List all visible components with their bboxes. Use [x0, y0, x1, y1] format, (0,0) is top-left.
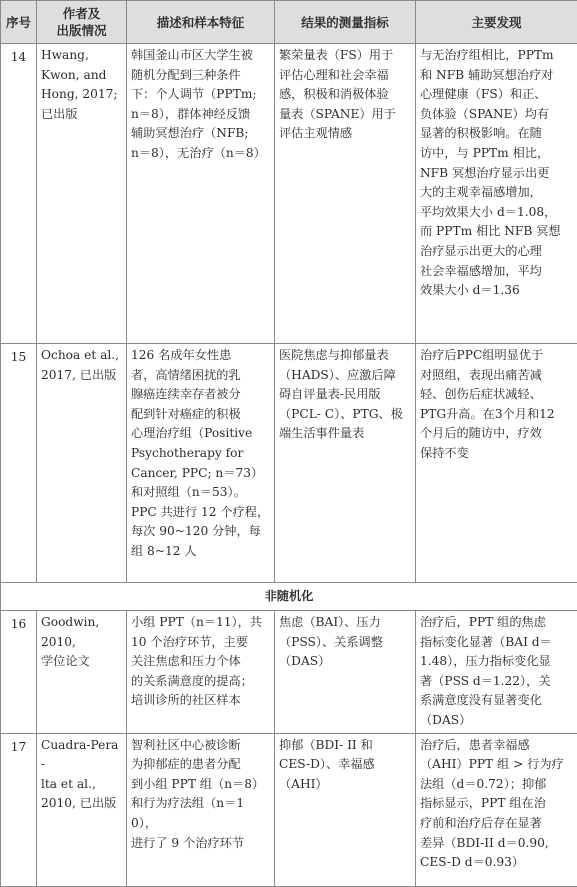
cell-line: lta et al., [41, 775, 122, 795]
cell-line: 学位论文 [41, 652, 122, 672]
header-measures: 结果的测量指标 [275, 1, 416, 44]
cell-line: 量表（SPANE）用于 [279, 105, 411, 125]
findings-cell [416, 611, 577, 734]
cell-line: 小组 PPT（n＝11），共 [131, 613, 270, 633]
section-label: 非随机化 [1, 583, 577, 611]
row-number [1, 44, 37, 344]
cell-line: 治疗显示出更大的心理 [420, 242, 573, 262]
cell-line: 轻、创伤后症状减轻、 [420, 385, 573, 405]
cell-line: 平均效果大小 d＝1.08， [420, 203, 573, 223]
findings-cell [416, 44, 577, 344]
cell-line: Cuadra-Pera- [41, 736, 122, 775]
measures-cell [275, 44, 416, 344]
cell-line: 和对照组（n＝53）。 [131, 483, 270, 503]
cell-line: 10 个治疗环节，主要 [131, 633, 270, 653]
cell-line: 关注焦虑和压力个体 [131, 652, 270, 672]
row-number [1, 611, 37, 734]
measures-cell [275, 344, 416, 583]
cell-line: n＝8），无治疗（n＝8） [131, 144, 270, 164]
author-cell [37, 344, 127, 583]
cell-line: 访中，与 PPTm 相比， [420, 144, 573, 164]
cell-line: 韩国釜山市区大学生被 [131, 46, 270, 66]
header-findings: 主要发现 [416, 1, 577, 44]
cell-line: 配到针对癌症的积极 [131, 405, 270, 425]
cell-line: 负体验（SPANE）均有 [420, 105, 573, 125]
header-author-line1: 作者及 [39, 5, 124, 22]
table-row [1, 344, 577, 583]
row-number-text: 14 [11, 50, 27, 64]
cell-line: 系满意度没有显著变化 [420, 691, 573, 711]
header-row [1, 1, 577, 44]
cell-line: 为抑郁症的患者分配 [131, 755, 270, 775]
cell-line: Kwon, and [41, 66, 122, 86]
cell-line: 指标显示，PPT 组在治 [420, 794, 573, 814]
cell-line: Hong, 2017; [41, 85, 122, 105]
cell-line: 2017, 已出版 [41, 366, 122, 386]
cell-line: 治疗后PPC组明显优于 [420, 346, 573, 366]
cell-line: （AHI） [279, 775, 411, 795]
cell-line: 大的主观幸福感增加， [420, 183, 573, 203]
cell-line: PTG升高。在3个月和12 [420, 405, 573, 425]
cell-line: 而 PPTm 相比 NFB 冥想 [420, 222, 573, 242]
cell-line: Cancer, PPC; n＝73） [131, 464, 270, 484]
cell-line: 已出版 [41, 105, 122, 125]
cell-line: 进行了 9 个治疗环节 [131, 834, 270, 854]
cell-line: 和行为疗法组（n＝10）， [131, 794, 270, 833]
row-number-text: 15 [11, 350, 27, 364]
cell-line: 辅助冥想治疗（NFB; [131, 124, 270, 144]
cell-line: 社会幸福感增加，平均 [420, 262, 573, 282]
cell-line: NFB 冥想治疗显示出更 [420, 164, 573, 184]
cell-line: 评估主观情感 [279, 124, 411, 144]
section-row [1, 583, 577, 611]
cell-line: 感，积极和消极体验 [279, 85, 411, 105]
cell-line: 的关系满意度的提高； [131, 672, 270, 692]
cell-line: 2010, [41, 633, 122, 653]
cell-line: 个月后的随访中，疗效 [420, 424, 573, 444]
table-row [1, 44, 577, 344]
cell-line: 者，高情绪困扰的乳 [131, 366, 270, 386]
cell-line: （HADS）、应激后障 [279, 366, 411, 386]
cell-line: CES-D）、幸福感 [279, 755, 411, 775]
cell-line: 医院焦虑与抑郁量表 [279, 346, 411, 366]
cell-line: 端生活事件量表 [279, 424, 411, 444]
cell-line: 与无治疗组相比，PPTm [420, 46, 573, 66]
header-description: 描述和样本特征 [127, 1, 275, 44]
cell-line: CES-D d＝0.93） [420, 853, 573, 873]
findings-cell [416, 344, 577, 583]
cell-line: 抑郁（BDI- II 和 [279, 736, 411, 756]
cell-line: 保持不变 [420, 444, 573, 464]
cell-line: Hwang, [41, 46, 122, 66]
cell-line: 培训诊所的社区样本 [131, 691, 270, 711]
cell-line: 治疗后，PPT 组的焦虑 [420, 613, 573, 633]
cell-line: 每次 90~120 分钟，每 [131, 522, 270, 542]
cell-line: 指标变化显著（BAI d＝ [420, 633, 573, 653]
row-number [1, 344, 37, 583]
author-cell [37, 733, 127, 886]
measures-cell [275, 733, 416, 886]
cell-line: 126 名成年女性患 [131, 346, 270, 366]
description-cell [127, 611, 275, 734]
cell-line: PPC 共进行 12 个疗程， [131, 503, 270, 523]
cell-line: 疗前和治疗后存在显著 [420, 814, 573, 834]
cell-line: 组 8~12 人 [131, 542, 270, 562]
cell-line: 效果大小 d＝1.36 [420, 281, 573, 301]
measures-cell [275, 611, 416, 734]
cell-line: （PCL- C）、PTG、极 [279, 405, 411, 425]
row-number-text: 16 [11, 617, 27, 631]
cell-line: Psychotherapy for [131, 444, 270, 464]
description-cell [127, 344, 275, 583]
cell-line: 腺癌连续幸存者被分 [131, 385, 270, 405]
header-author [37, 1, 127, 44]
cell-line: 和 NFB 辅助冥想治疗对 [420, 66, 573, 86]
table-row [1, 611, 577, 734]
cell-line: 法组（d＝0.72）；抑郁 [420, 775, 573, 795]
description-cell [127, 733, 275, 886]
cell-line: 差异（BDI-II d＝0.90, [420, 834, 573, 854]
header-no: 序号 [1, 1, 37, 44]
cell-line: （PSS）、关系调整 [279, 633, 411, 653]
cell-line: 治疗后，患者幸福感 [420, 736, 573, 756]
findings-cell [416, 733, 577, 886]
cell-line: 评估心理和社会幸福 [279, 66, 411, 86]
cell-line: 随机分配到三种条件 [131, 66, 270, 86]
author-cell [37, 611, 127, 734]
cell-line: Goodwin, [41, 613, 122, 633]
author-cell [37, 44, 127, 344]
cell-line: Ochoa et al., [41, 346, 122, 366]
description-cell [127, 44, 275, 344]
row-number [1, 733, 37, 886]
cell-line: 1.48），压力指标变化显 [420, 652, 573, 672]
cell-line: 下：个人调节（PPTm; [131, 85, 270, 105]
cell-line: （DAS） [279, 652, 411, 672]
cell-line: 碍自评量表-民用版 [279, 385, 411, 405]
header-author-line2: 出版情况 [39, 22, 124, 39]
cell-line: 著（PSS d＝1.22），关 [420, 672, 573, 692]
cell-line: 2010, 已出版 [41, 794, 122, 814]
cell-line: 焦虑（BAI）、压力 [279, 613, 411, 633]
row-number-text: 17 [11, 740, 27, 754]
cell-line: 显著的积极影响。在随 [420, 124, 573, 144]
cell-line: 到小组 PPT 组（n＝8） [131, 775, 270, 795]
cell-line: 繁荣量表（FS）用于 [279, 46, 411, 66]
table-row [1, 733, 577, 886]
cell-line: 心理健康（FS）和正、 [420, 85, 573, 105]
cell-line: 心理治疗组（Positive [131, 424, 270, 444]
cell-line: n＝8），群体神经反馈 [131, 105, 270, 125]
cell-line: （AHI）PPT 组 > 行为疗 [420, 755, 573, 775]
cell-line: （DAS） [420, 711, 573, 731]
cell-line: 智利社区中心被诊断 [131, 736, 270, 756]
cell-line: 对照组，表现出痛苦减 [420, 366, 573, 386]
